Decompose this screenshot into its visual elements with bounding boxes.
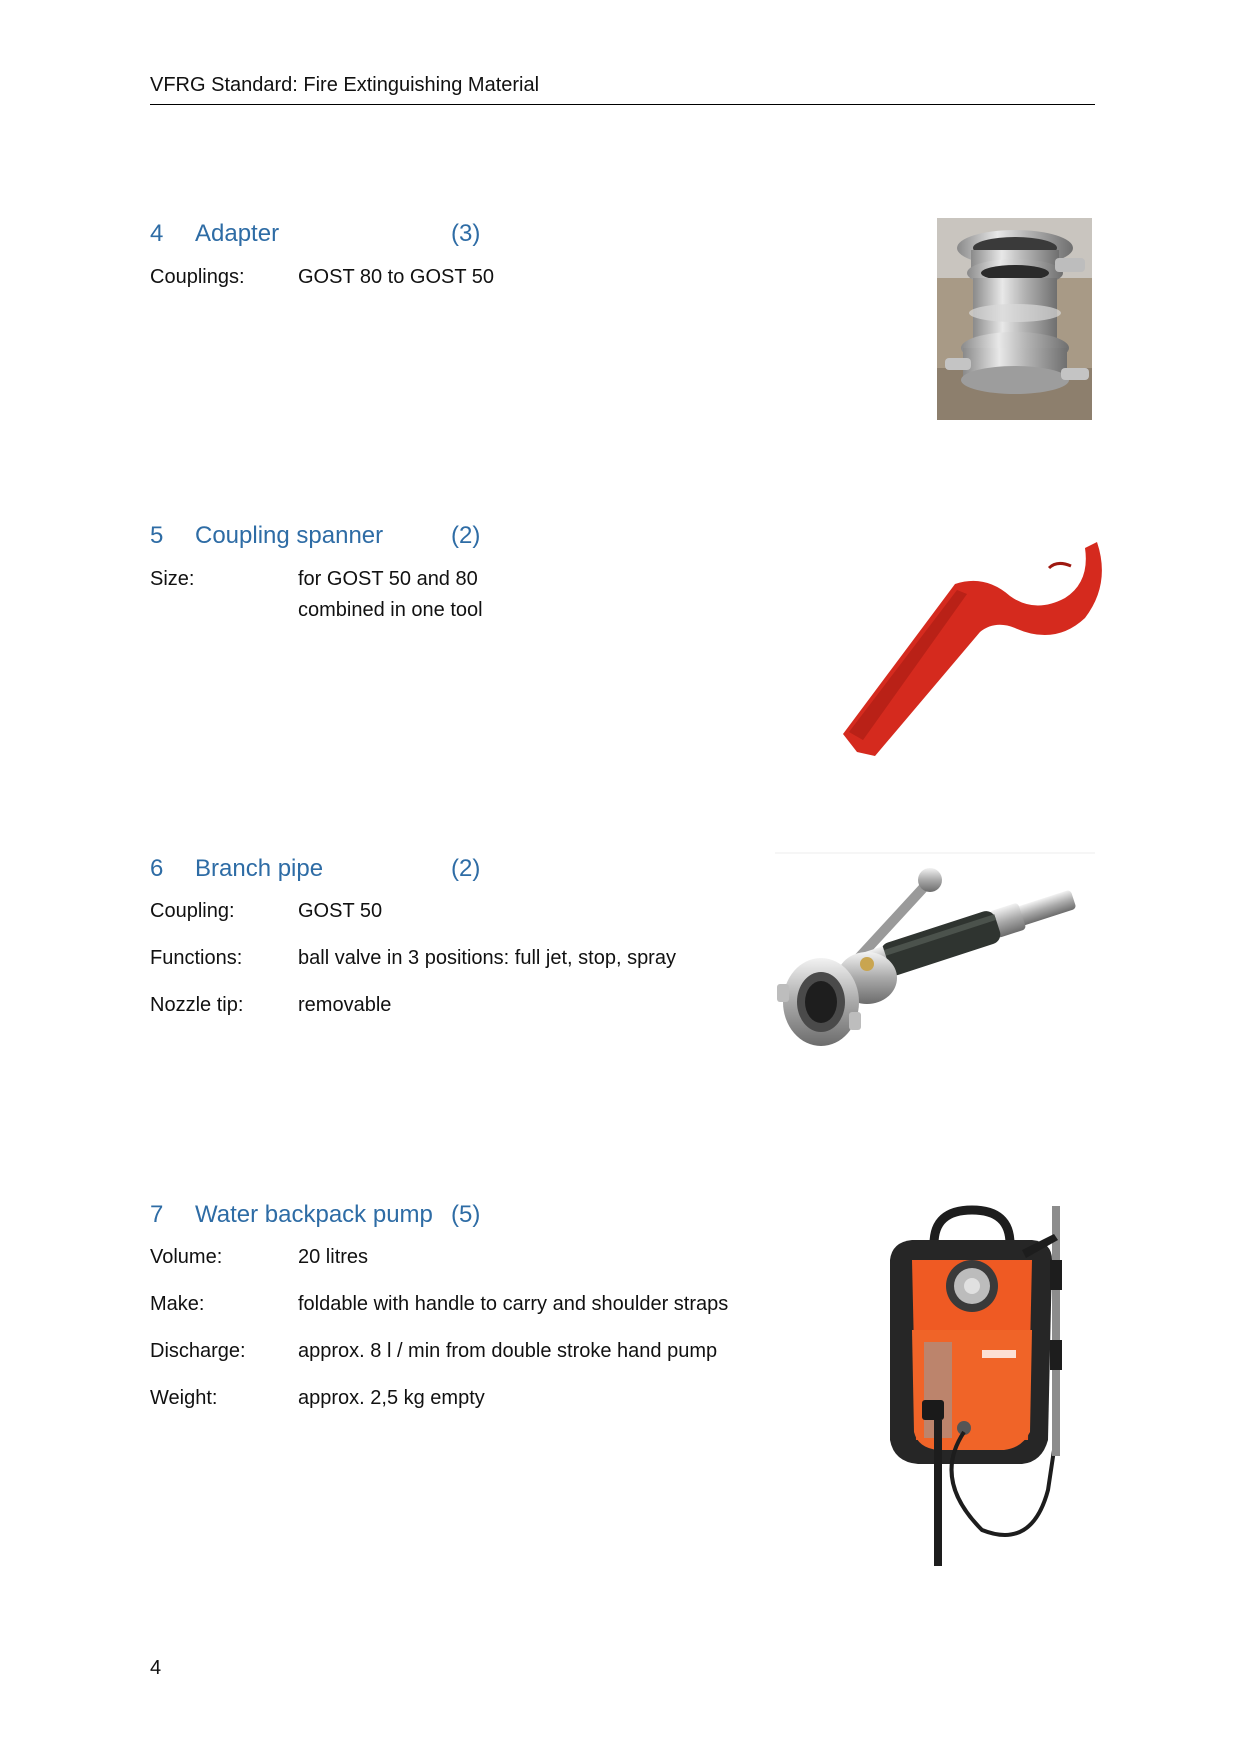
spec-label: Nozzle tip: [150,994,244,1016]
coupling-spanner-photo [835,536,1105,758]
spec-label: Volume: [150,1246,223,1268]
spec-value: approx. 2,5 kg empty [298,1387,485,1409]
section-number: 5 [150,522,164,549]
section-title: Coupling spanner [195,522,384,549]
section-quantity: (2) [451,522,481,549]
spec-value: 20 litres [298,1246,369,1268]
section-number: 7 [150,1201,164,1228]
header-divider [150,104,1095,105]
spec-label: Discharge: [150,1340,246,1362]
spec-label: Size: [150,568,195,590]
page-header-title: VFRG Standard: Fire Extinguishing Material [150,74,540,96]
page-number: 4 [150,1657,162,1679]
section-number: 4 [150,220,164,247]
backpack-pump-photo [872,1200,1097,1570]
section-quantity: (2) [451,855,481,882]
spec-label: Make: [150,1293,205,1315]
section-title: Branch pipe [195,855,324,882]
spec-value: approx. 8 l / min from double stroke hand pump [298,1340,718,1362]
spec-value: GOST 50 [298,900,383,922]
adapter-photo [937,218,1092,420]
spec-value: ball valve in 3 positions: full jet, stop, spray [298,947,676,969]
spec-value: removable [298,994,392,1016]
spec-value: foldable with handle to carry and shoulder straps [298,1293,729,1315]
spec-label: Coupling: [150,900,235,922]
section-title: Adapter [195,220,280,247]
section-quantity: (3) [451,220,481,247]
spec-value: for GOST 50 and 80 [298,568,478,590]
section-quantity: (5) [451,1201,481,1228]
section-title: Water backpack pump [195,1201,433,1228]
spec-label: Couplings: [150,266,245,288]
spec-label: Weight: [150,1387,218,1409]
spec-label: Functions: [150,947,243,969]
spec-value-continued: combined in one tool [298,599,483,621]
spec-value: GOST 80 to GOST 50 [298,266,495,288]
branch-pipe-photo [775,852,1095,1064]
section-number: 6 [150,855,164,882]
